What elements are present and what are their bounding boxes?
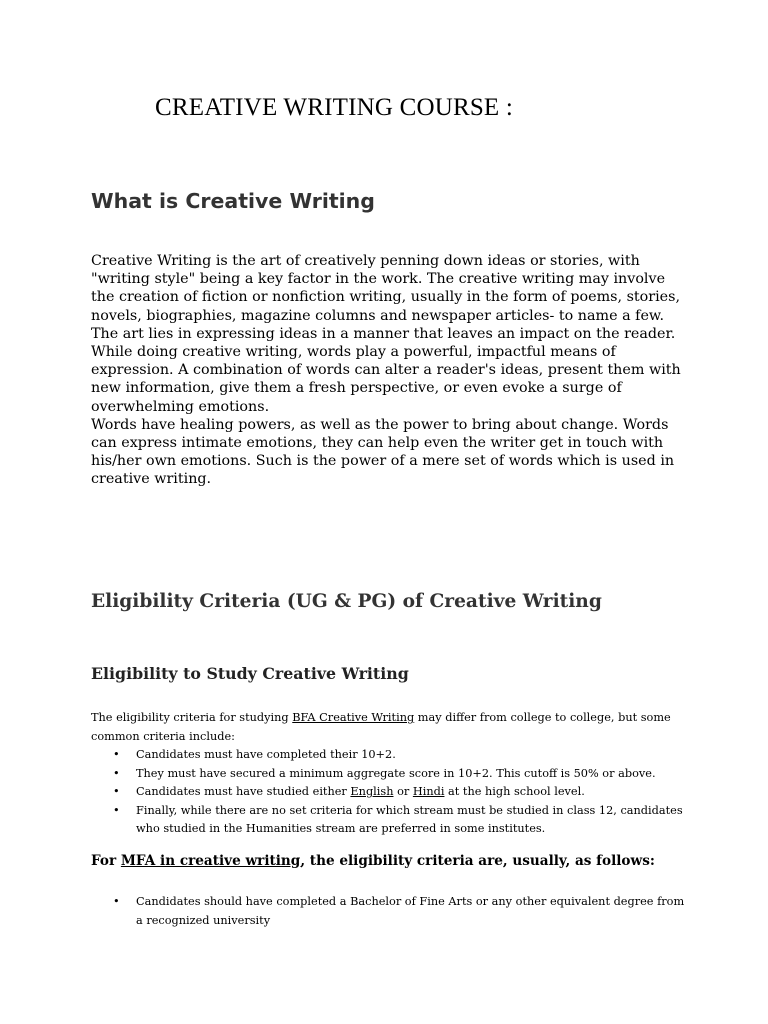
mfa-eligibility-heading [91, 853, 655, 869]
section-heading-what-is-creative-writing: What is Creative Writing [91, 189, 375, 213]
list-item-text: at the high school level. [444, 785, 585, 798]
mfa-heading-text-end: , the eligibility criteria are, usually, as follows: [300, 853, 655, 869]
bullet-icon: • [113, 748, 120, 761]
intro-paragraph-1: Creative Writing is the art of creatively penning down ideas or stories, with "writing style" being a key factor in the work. The creative writing may involve the creation of fiction or nonfiction writing, usually in the form of poems, stories, novels, biographies, magazine columns and newspaper articles- to name a few. The art lies in expressing ideas in a manner that leaves an impact on the reader. [91, 253, 681, 342]
eligibility-intro [91, 709, 691, 746]
bfa-creative-writing-link[interactable]: BFA Creative Writing [292, 711, 415, 724]
section-heading-eligibility-criteria: Eligibility Criteria (UG & PG) of Creative Writing [91, 591, 602, 612]
hindi-link[interactable]: Hindi [412, 785, 445, 798]
bullet-icon: • [113, 895, 120, 908]
list-item-text: They must have secured a minimum aggregate score in 10+2. This cutoff is 50% or above. [136, 766, 656, 780]
intro-paragraph-2: While doing creative writing, words play a powerful, impactful means of expression. A combination of words can alter a reader's ideas, present them with new information, give them a fresh perspective, or even evoke a surge of overwhelming emotions. [91, 344, 681, 415]
list-item-text: Candidates must have completed their 10+2. [136, 748, 396, 761]
list-item [91, 783, 691, 802]
list-item-text: Finally, while there are no set criteria for which stream must be studied in class 12, candidates who studied in the Humanities stream are preferred in some institutes. [136, 803, 683, 835]
eligibility-intro-text: The eligibility criteria for studying [91, 711, 293, 724]
subheading-eligibility-to-study: Eligibility to Study Creative Writing [91, 664, 409, 683]
list-item [91, 765, 691, 784]
bullet-icon: • [113, 785, 120, 798]
list-item-text: Candidates should have completed a Bachelor of Fine Arts or any other equivalent degree from a recognized university [136, 895, 685, 927]
bullet-icon: • [113, 803, 120, 817]
intro-text-block [91, 252, 691, 489]
mfa-heading-text: For [91, 853, 121, 869]
eligibility-intro-text-end: may differ from college to college, but some common criteria include: [91, 711, 671, 743]
bullet-icon: • [113, 766, 120, 780]
eligibility-ug-block [91, 709, 691, 839]
eligibility-ug-list [91, 746, 691, 839]
mfa-eligibility-block [91, 893, 691, 930]
mfa-eligibility-list [91, 893, 691, 930]
intro-paragraph-3: Words have healing powers, as well as the power to bring about change. Words can express intimate emotions, they can help even the writer get in touch with his/her own emotions. Such is the power of a mere set of words which is used in creative writing. [91, 416, 675, 488]
english-link[interactable]: English [350, 785, 394, 798]
mfa-creative-writing-link[interactable]: MFA in creative writing [120, 853, 301, 869]
list-item-text: or [393, 785, 413, 798]
list-item-text: Candidates must have studied either [136, 785, 351, 798]
list-item [91, 802, 691, 839]
list-item [91, 893, 691, 930]
list-item [91, 746, 691, 765]
document-title: CREATIVE WRITING COURSE : [155, 94, 514, 121]
